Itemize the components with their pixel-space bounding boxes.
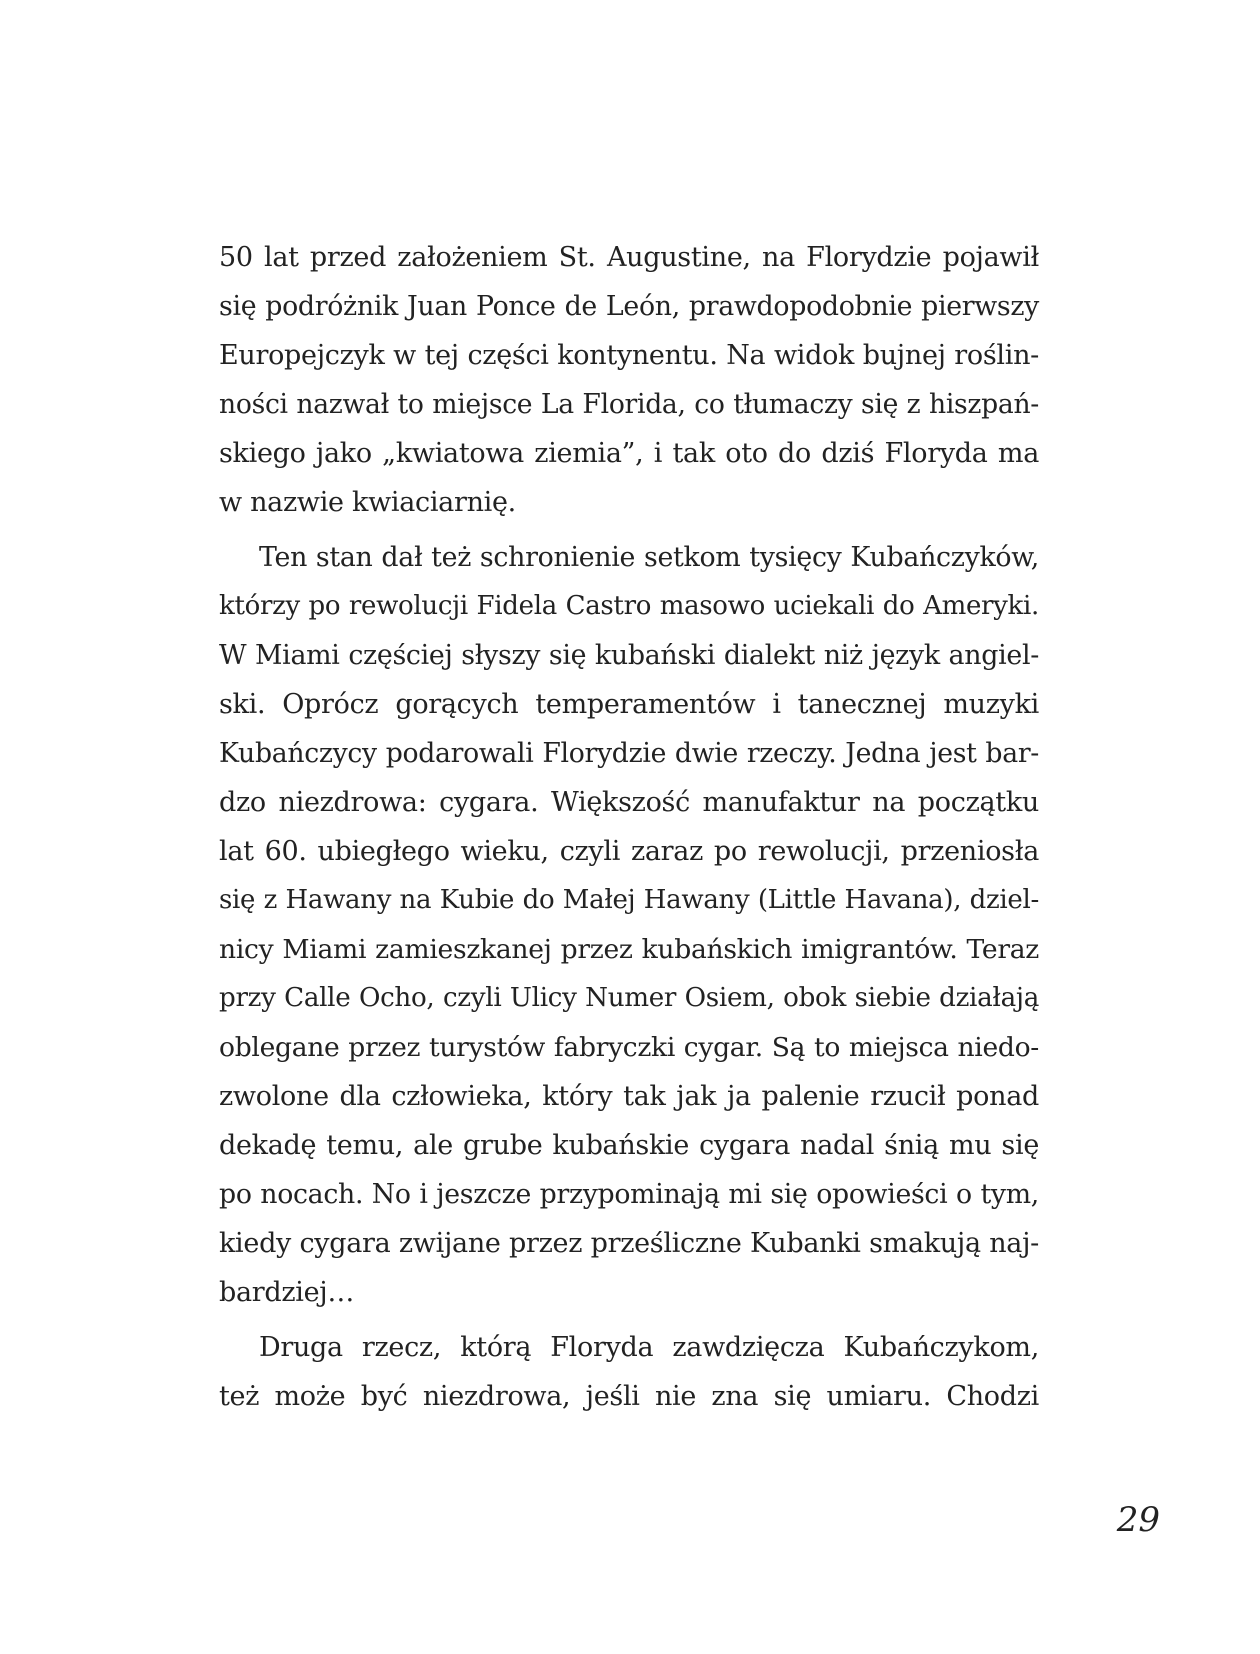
text-line: Kubańczycy podarowali Florydzie dwie rzeczy. Jedna jest bar- [219, 738, 1039, 769]
body-text [219, 233, 1039, 1421]
text-line: przy Calle Ocho, czyli Ulicy Numer Osiem, obok siebie działają [219, 983, 1039, 1013]
text-line: w nazwie kwiaciarnię. [219, 487, 516, 518]
text-line: ski. Oprócz gorących temperamentów i tanecznej muzyki [219, 689, 1039, 720]
text-line: się podróżnik Juan Ponce de León, prawdopodobnie pierwszy [219, 291, 1039, 322]
text-line: dzo niezdrowa: cygara. Większość manufaktur na początku [219, 787, 1039, 818]
text-line: którzy po rewolucji Fidela Castro masowo uciekali do Ameryki. [219, 591, 1039, 621]
text-line: Druga rzecz, którą Floryda zawdzięcza Kubańczykom, [259, 1332, 1039, 1363]
text-line: też może być niezdrowa, jeśli nie zna się umiaru. Chodzi [219, 1381, 1039, 1412]
text-line: kiedy cygara zwijane przez prześliczne Kubanki smakują naj- [219, 1228, 1039, 1259]
text-line: 50 lat przed założeniem St. Augustine, na Florydzie pojawił [219, 242, 1039, 273]
paragraph-3 [219, 1323, 1039, 1421]
paragraph-2 [219, 533, 1039, 1317]
text-line: się z Hawany na Kubie do Małej Hawany (Little Havana), dziel- [219, 885, 1039, 915]
text-line: Ten stan dał też schronienie setkom tysięcy Kubańczyków, [259, 542, 1039, 573]
text-line: dekadę temu, ale grube kubańskie cygara nadal śnią mu się [219, 1130, 1039, 1161]
page-number: 29 [1116, 1500, 1160, 1540]
text-line: ności nazwał to miejsce La Florida, co tłumaczy się z hiszpań- [219, 389, 1039, 420]
text-line: nicy Miami zamieszkanej przez kubańskich imigrantów. Teraz [219, 934, 1039, 965]
paragraph-1 [219, 233, 1039, 527]
text-line: zwolone dla człowieka, który tak jak ja palenie rzucił ponad [219, 1081, 1039, 1112]
text-line: skiego jako „kwiatowa ziemia”, i tak oto do dziś Floryda ma [219, 438, 1039, 469]
text-line: bardziej… [219, 1277, 355, 1308]
text-line: Europejczyk w tej części kontynentu. Na widok bujnej roślin- [219, 340, 1039, 371]
text-line: oblegane przez turystów fabryczki cygar. Są to miejsca niedo- [219, 1032, 1039, 1063]
text-line: W Miami częściej słyszy się kubański dialekt niż język angiel- [219, 640, 1039, 671]
text-line: lat 60. ubiegłego wieku, czyli zaraz po rewolucji, przeniosła [219, 836, 1039, 867]
text-line: po nocach. No i jeszcze przypominają mi się opowieści o tym, [219, 1179, 1039, 1210]
